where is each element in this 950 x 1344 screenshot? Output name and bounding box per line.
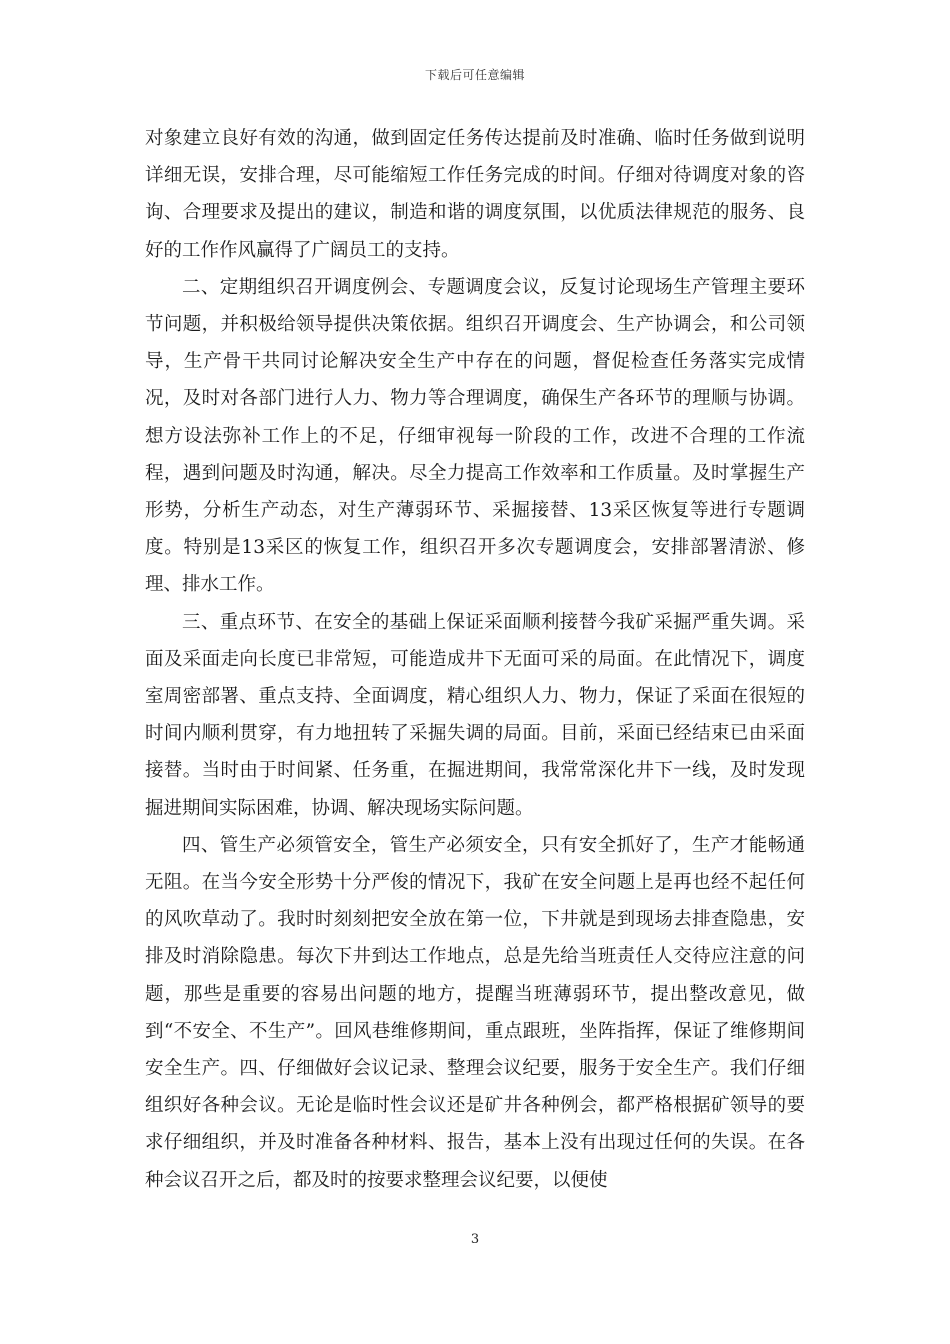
page-header: 下载后可任意编辑 — [424, 68, 525, 82]
paragraph-section-3: 三、重点环节、在安全的基础上保证采面顺利接替今我矿采掘严重失调。采面及采面走向长度已非常短，可能造成井下无面可采的局面。在此情况下，调度室周密部署、重点支持、全面调度，精心组织人力、物力，保证了采面在很短的时间内顺利贯穿，有力地扭转了采掘失调的局面。目前，采面已经结束已由采面接替。当时由于时间紧、任务重，在掘进期间，我常常深化井下一线，及时发现掘进期间实际困难，协调、解决现场实际问题。 — [145, 611, 805, 819]
document-body — [145, 120, 805, 1199]
page-number: 3 — [470, 1232, 480, 1247]
paragraph-continuation: 对象建立良好有效的沟通，做到固定任务传达提前及时准确、临时任务做到说明详细无误，安排合理，尽可能缩短工作任务完成的时间。仔细对待调度对象的咨询、合理要求及提出的建议，制造和谐的调度氛围，以优质法律规范的服务、良好的工作作风赢得了广阔员工的支持。 — [145, 128, 805, 261]
paragraph-section-4: 四、管生产必须管安全，管生产必须安全，只有安全抓好了，生产才能畅通无阻。在当今安全形势十分严俊的情况下，我矿在安全问题上是再也经不起任何的风吹草动了。我时时刻刻把安全放在第一位，下井就是到现场去排查隐患，安排及时消除隐患。每次下井到达工作地点，总是先给当班责任人交待应注意的问题，那些是重要的容易出问题的地方，提醒当班薄弱环节，提出整改意见，做到“不安全、不生产”。回风巷维修期间，重点跟班，坐阵指挥，保证了维修期间安全生产。四、仔细做好会议记录、整理会议纪要，服务于安全生产。我们仔细组织好各种会议。无论是临时性会议还是矿井各种例会，都严格根据矿领导的要求仔细组织，并及时准备各种材料、报告，基本上没有出现过任何的失误。在各种会议召开之后，都及时的按要求整理会议纪要，以便使 — [145, 834, 805, 1191]
paragraph-section-2: 二、定期组织召开调度例会、专题调度会议，反复讨论现场生产管理主要环节问题，并积极给领导提供决策依据。组织召开调度会、生产协调会，和公司领导，生产骨干共同讨论解决安全生产中存在的问题，督促检查任务落实完成情况，及时对各部门进行人力、物力等合理调度，确保生产各环节的理顺与协调。想方设法弥补工作上的不足，仔细审视每一阶段的工作，改进不合理的工作流程，遇到问题及时沟通，解决。尽全力提高工作效率和工作质量。及时掌握生产形势，分析生产动态，对生产薄弱环节、采掘接替、13采区恢复等进行专题调度。特别是13采区的恢复工作，组织召开多次专题调度会，安排部署清淤、修理、排水工作。 — [145, 276, 805, 596]
